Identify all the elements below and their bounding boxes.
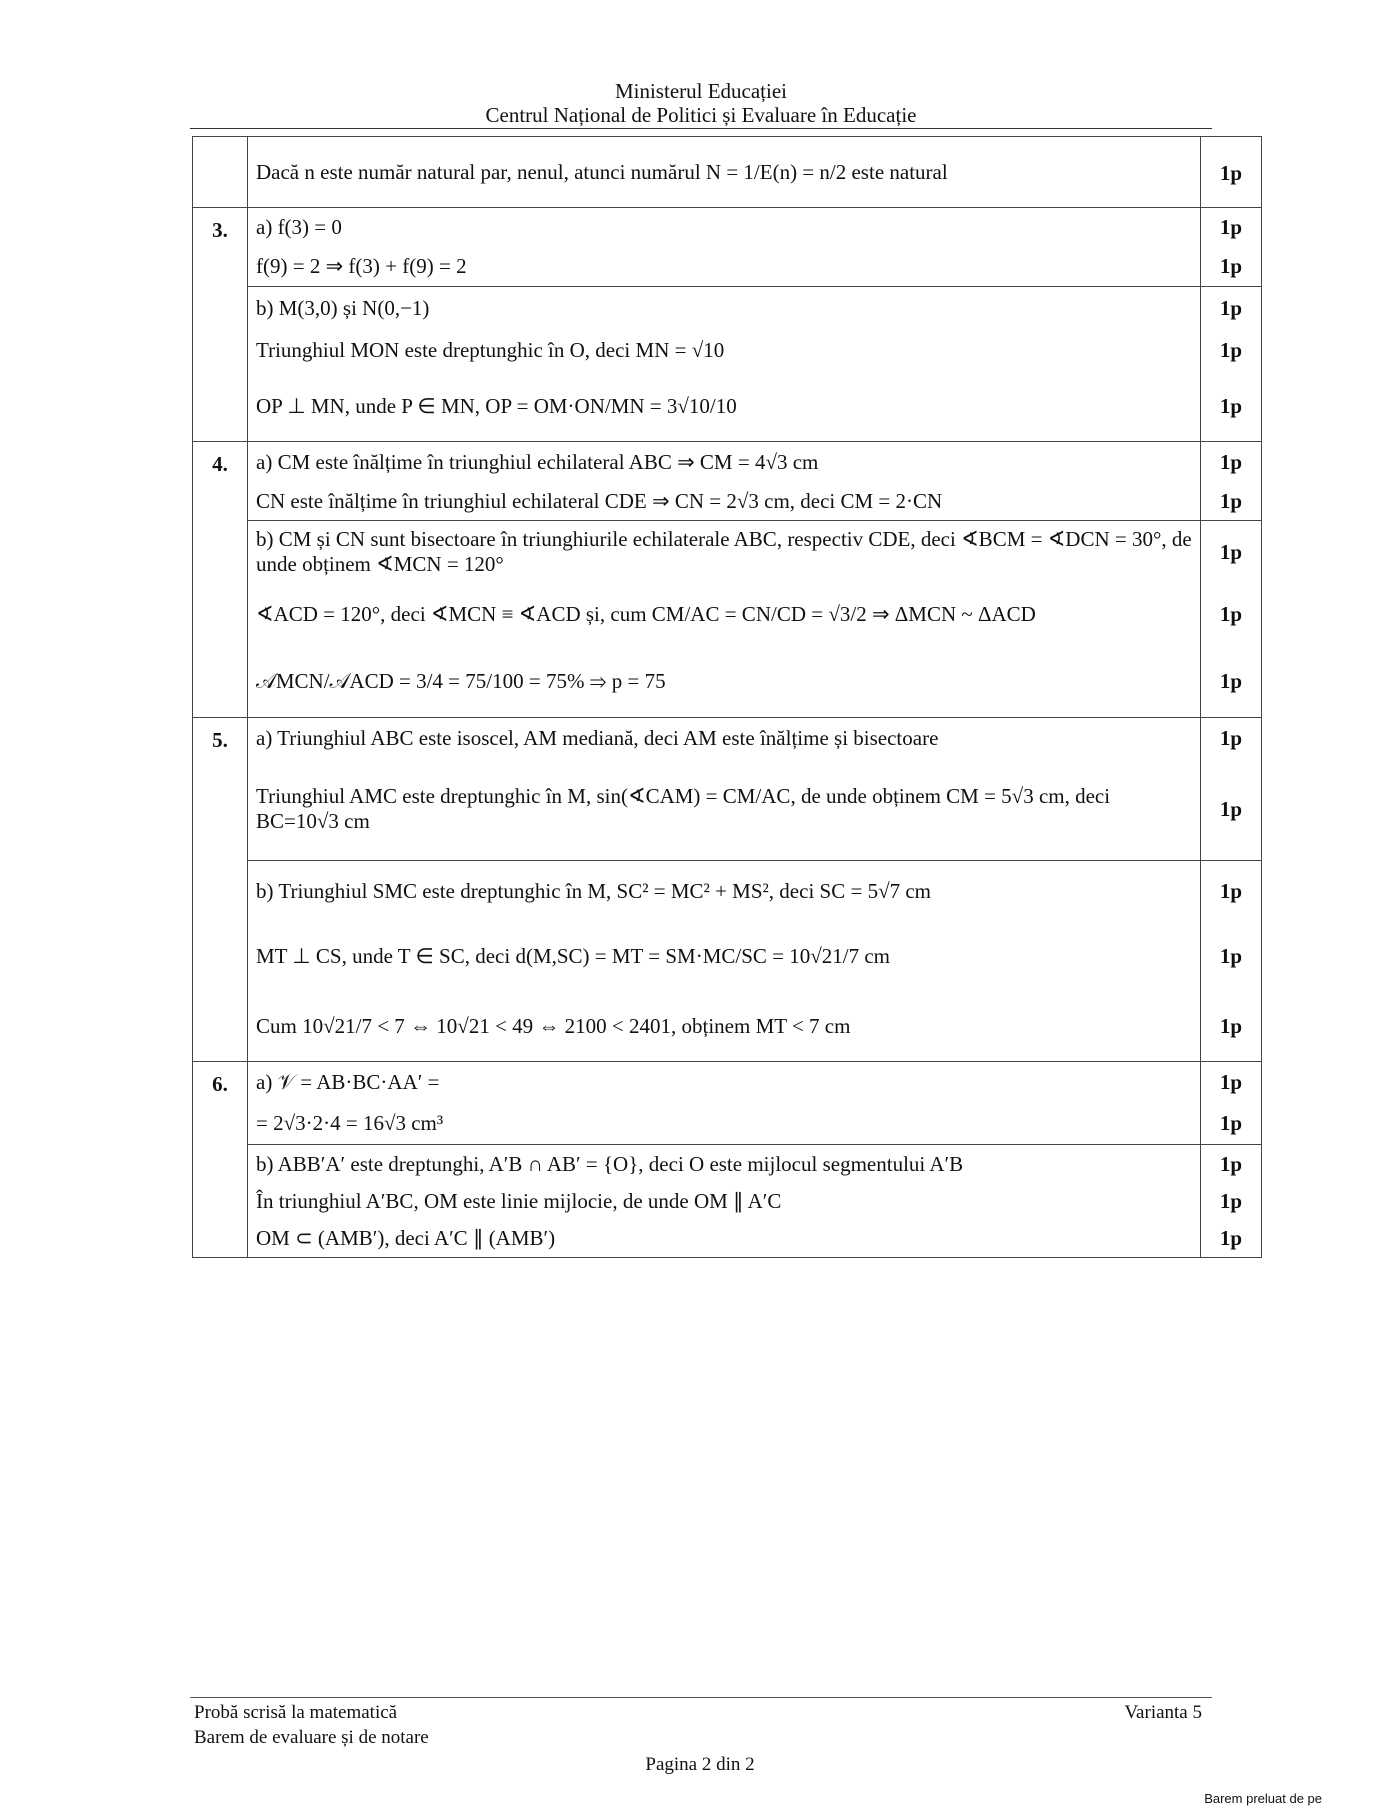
points-value: 1p (1219, 338, 1243, 362)
exercise-number: 6. (193, 1062, 248, 1258)
solution-text: MT ⊥ CS, unde T ∈ SC, deci d(M,SC) = MT = SM·MC/SC = 10√21/7 cm (256, 943, 890, 968)
footer-exam-title: Probă scrisă la matematică (194, 1702, 398, 1723)
header-ministry: Ministerul Educației (614, 79, 788, 103)
points-value: 1p (1219, 1070, 1243, 1094)
table-row (193, 1062, 1262, 1145)
exercise-number: 3. (193, 208, 248, 442)
solution-text: a) f(3) = 0 (256, 214, 342, 239)
header-divider (190, 128, 1212, 129)
solution-line (256, 137, 1192, 207)
header-center: Centrul Național de Politici și Evaluare în Educație (485, 103, 917, 127)
points-value: 1p (1219, 540, 1243, 564)
solution-text: CN este înălțime în triunghiul echilateral CDE ⇒ CN = 2√3 cm, deci CM = 2·CN (256, 488, 943, 513)
footer-scheme-title: Barem de evaluare și de notare (194, 1727, 429, 1748)
points-value: 1p (1219, 726, 1243, 750)
footer-variant: Varianta 5 (1124, 1702, 1202, 1723)
solution-text: b) CM și CN sunt bisectoare în triunghiurile echilaterale ABC, respectiv CDE, deci ∢BCM = ∢DCN = 30°, de unde obținem ∢MCN = 120° (256, 527, 1192, 576)
points-value: 1p (1219, 669, 1243, 693)
points-value: 1p (1219, 1152, 1243, 1176)
solution-text: = 2√3·2·4 = 16√3 cm³ (256, 1110, 444, 1135)
solution-text: Dacă n este număr natural par, nenul, atunci numărul N = 1/E(n) = n/2 este natural (256, 159, 948, 184)
footer-page-number: Pagina 2 din 2 (645, 1754, 755, 1775)
solution-text: Triunghiul AMC este dreptunghic în M, sin(∢CAM) = CM/AC, de unde obținem CM = 5√3 cm, deci BC=10√3 cm (256, 784, 1111, 833)
solution-text: Cum 10√21/7 < 7 ⇔ 10√21 < 49 ⇔ 2100 < 2401, obținem MT < 7 cm (256, 1013, 851, 1038)
points-value: 1p (1219, 296, 1243, 320)
solution-text: b) ABB′A′ este dreptunghi, A′B ∩ AB′ = {O}, deci O este mijlocul segmentului A′B (256, 1151, 964, 1176)
points-value: 1p (1219, 1226, 1243, 1250)
solution-text: f(9) = 2 ⇒ f(3) + f(9) = 2 (256, 253, 467, 278)
source-note: Barem preluat de pe (1204, 1791, 1322, 1806)
points-value: 1p (1219, 1111, 1243, 1135)
points-value: 1p (1219, 944, 1243, 968)
table-row (193, 718, 1262, 861)
footer-divider (190, 1697, 1212, 1698)
exercise-number: 4. (193, 442, 248, 718)
solution-text: a) 𝒱 = AB·BC·AA′ = (256, 1069, 440, 1094)
table-row (193, 287, 1262, 442)
table-row (193, 521, 1262, 718)
solution-text: Triunghiul MON este dreptunghic în O, deci MN = √10 (256, 337, 725, 362)
barem-table (192, 136, 1262, 1258)
points-value: 1p (1219, 489, 1243, 513)
table-row (193, 442, 1262, 521)
solution-text: În triunghiul A′BC, OM este linie mijlocie, de unde OM ∥ A′C (256, 1188, 782, 1213)
points-value: 1p (1219, 254, 1243, 278)
points-value: 1p (1219, 215, 1243, 239)
solution-text: OM ⊂ (AMB′), deci A′C ∥ (AMB′) (256, 1225, 556, 1250)
solution-text: b) Triunghiul SMC este dreptunghic în M, SC² = MC² + MS², deci SC = 5√7 cm (256, 878, 931, 903)
solution-text: a) CM este înălțime în triunghiul echilateral ABC ⇒ CM = 4√3 cm (256, 449, 819, 474)
points-value: 1p (1219, 879, 1243, 903)
table-row (193, 137, 1262, 208)
table-row (193, 1145, 1262, 1258)
solution-text: OP ⊥ MN, unde P ∈ MN, OP = OM·ON/MN = 3√10/10 (256, 393, 737, 418)
solution-text: b) M(3,0) și N(0,−1) (256, 295, 430, 320)
points-value: 1p (1219, 394, 1243, 418)
exercise-number: 5. (193, 718, 248, 1062)
table-row (193, 861, 1262, 1062)
points-value: 1p (1219, 1014, 1243, 1038)
points-value: 1p (1219, 450, 1243, 474)
points-value: 1p (1219, 1189, 1243, 1213)
solution-text: a) Triunghiul ABC este isoscel, AM mediană, deci AM este înălțime și bisectoare (256, 725, 939, 750)
table-row (193, 208, 1262, 287)
points-value: 1p (1219, 797, 1243, 821)
points-value: 1p (1219, 161, 1243, 185)
points-value: 1p (1219, 602, 1243, 626)
solution-text: ∢ACD = 120°, deci ∢MCN ≡ ∢ACD și, cum CM/AC = CN/CD = √3/2 ⇒ ΔMCN ~ ΔACD (256, 601, 1036, 626)
solution-text: 𝒜MCN/𝒜ACD = 3/4 = 75/100 = 75% ⇒ p = 75 (256, 668, 666, 693)
